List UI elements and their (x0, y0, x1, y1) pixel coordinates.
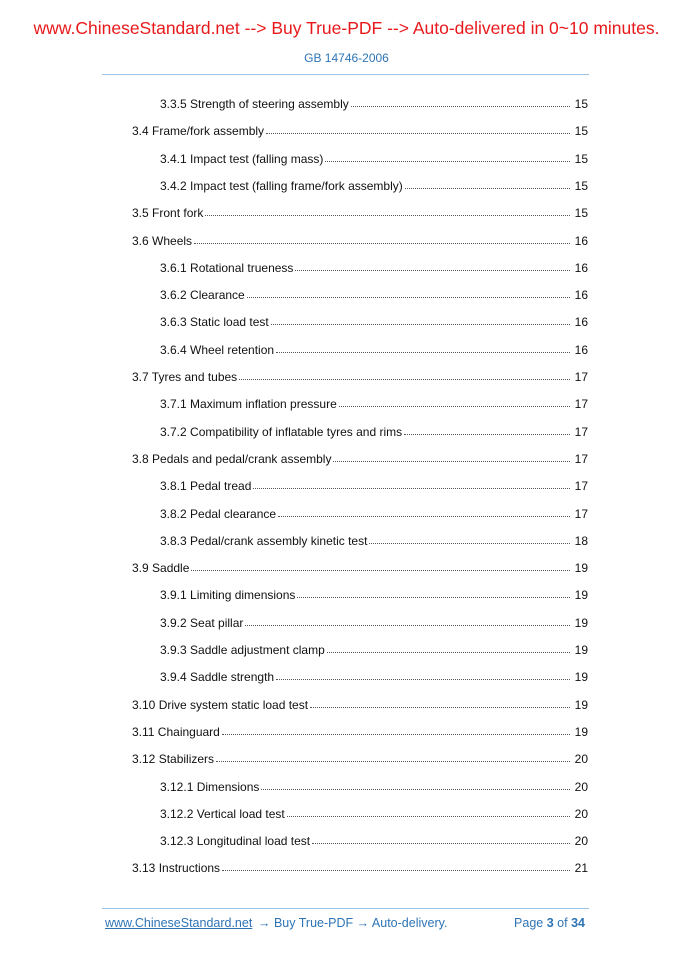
toc-entry[interactable] (132, 446, 588, 466)
toc-dot-leader (312, 843, 570, 844)
toc-entry[interactable] (160, 664, 588, 684)
toc-dot-leader (325, 161, 570, 162)
page-current: 3 (546, 916, 554, 930)
toc-dot-leader (191, 570, 570, 571)
toc-entry-page: 19 (574, 643, 588, 657)
toc-entry-page: 19 (574, 724, 588, 739)
toc-entry-title: 3.12.1 Dimensions (160, 779, 260, 794)
toc-entry-page: 16 (574, 288, 588, 303)
footer-site-link[interactable]: www.ChineseStandard.net (105, 916, 253, 930)
toc-entry[interactable] (132, 692, 588, 712)
footer-divider (102, 908, 589, 909)
toc-dot-leader (239, 379, 570, 380)
toc-entry-title: 3.7.2 Compatibility of inflatable tyres and rims (160, 424, 403, 439)
standard-code: GB 14746-2006 (304, 51, 389, 65)
toc-entry-page: 17 (574, 424, 588, 439)
toc-entry-page: 21 (574, 861, 588, 876)
toc-entry[interactable] (132, 200, 588, 220)
toc-entry[interactable] (160, 582, 588, 602)
toc-entry[interactable] (160, 173, 588, 193)
toc-entry-page: 17 (574, 451, 588, 466)
toc-dot-leader (216, 761, 570, 762)
toc-dot-leader (295, 270, 570, 271)
toc-entry[interactable] (160, 637, 588, 657)
toc-entry-page: 20 (574, 779, 588, 794)
toc-entry[interactable] (132, 228, 588, 248)
toc-dot-leader (194, 243, 570, 244)
toc-entry-title: 3.9.2 Seat pillar (160, 615, 244, 630)
toc-entry-page: 19 (574, 697, 588, 712)
toc-entry-page: 15 (574, 97, 588, 111)
toc-dot-leader (245, 625, 570, 626)
toc-entry-title: 3.8.1 Pedal tread (160, 479, 252, 494)
toc-dot-leader (276, 352, 570, 353)
toc-entry-title: 3.11 Chainguard (132, 724, 220, 739)
toc-entry-page: 19 (574, 561, 588, 576)
toc-entry[interactable] (160, 501, 588, 521)
toc-dot-leader (205, 215, 570, 216)
toc-dot-leader (287, 816, 570, 817)
toc-entry-page: 20 (574, 834, 588, 849)
toc-entry[interactable] (160, 828, 588, 848)
toc-dot-leader (266, 133, 570, 134)
toc-entry-page: 16 (574, 342, 588, 357)
toc-entry-page: 16 (574, 260, 588, 275)
toc-entry-title: 3.7.1 Maximum inflation pressure (160, 397, 337, 412)
toc-dot-leader (339, 406, 570, 407)
toc-dot-leader (333, 461, 570, 462)
toc-entry[interactable] (160, 528, 588, 548)
toc-entry-title: 3.9 Saddle (132, 561, 190, 576)
toc-entry[interactable] (132, 746, 588, 766)
toc-entry[interactable] (160, 91, 588, 111)
toc-entry-page: 18 (574, 533, 588, 548)
page-of: of (557, 916, 568, 930)
toc-entry-title: 3.6.1 Rotational trueness (160, 260, 294, 275)
toc-entry-title: 3.4.1 Impact test (falling mass) (160, 151, 324, 166)
toc-entry-title: 3.6.2 Clearance (160, 288, 245, 303)
toc-entry[interactable] (160, 146, 588, 166)
toc-entry-title: 3.10 Drive system static load test (132, 697, 309, 712)
toc-entry[interactable] (160, 610, 588, 630)
toc-entry[interactable] (160, 391, 588, 411)
toc-dot-leader (222, 870, 570, 871)
toc-entry[interactable] (132, 719, 588, 739)
toc-dot-leader (222, 734, 570, 735)
toc-entry[interactable] (132, 555, 588, 575)
toc-entry[interactable] (160, 419, 588, 439)
toc-dot-leader (276, 679, 570, 680)
toc-dot-leader (404, 434, 570, 435)
toc-entry-title: 3.9.3 Saddle adjustment clamp (160, 643, 325, 657)
toc-entry-page: 16 (574, 233, 588, 248)
toc-dot-leader (253, 488, 570, 489)
toc-entry-title: 3.4 Frame/fork assembly (132, 124, 265, 139)
toc-dot-leader (247, 297, 570, 298)
toc-dot-leader (327, 652, 570, 653)
toc-entry-page: 15 (574, 206, 588, 221)
toc-entry[interactable] (160, 473, 588, 493)
toc-entry-title: 3.12.3 Longitudinal load test (160, 834, 311, 849)
toc-entry-title: 3.9.1 Limiting dimensions (160, 588, 296, 603)
page-number (514, 916, 585, 930)
toc-entry-page: 16 (574, 315, 588, 330)
toc-dot-leader (278, 516, 570, 517)
toc-entry-page: 17 (574, 506, 588, 521)
toc-entry-title: 3.8.3 Pedal/crank assembly kinetic test (160, 533, 368, 548)
top-banner[interactable]: www.ChineseStandard.net --> Buy True-PDF --> Auto-delivered in 0~10 minutes. (33, 18, 660, 38)
toc-entry-page: 15 (574, 178, 588, 193)
toc-entry[interactable] (160, 801, 588, 821)
toc-entry-title: 3.13 Instructions (132, 861, 221, 876)
toc-entry[interactable] (160, 282, 588, 302)
toc-entry-page: 20 (574, 752, 588, 767)
toc-dot-leader (261, 789, 570, 790)
toc-entry-title: 3.6.4 Wheel retention (160, 342, 275, 357)
toc-entry-page: 17 (574, 479, 588, 494)
page-word: Page (514, 916, 544, 930)
toc-entry-page: 19 (574, 588, 588, 603)
toc-dot-leader (369, 543, 570, 544)
header-divider (102, 74, 589, 75)
toc-entry-title: 3.6 Wheels (132, 233, 193, 248)
toc-entry-title: 3.12 Stabilizers (132, 752, 215, 767)
toc-entry-title: 3.7 Tyres and tubes (132, 370, 238, 384)
toc-entry-title: 3.8 Pedals and pedal/crank assembly (132, 451, 332, 466)
toc-entry-page: 17 (574, 397, 588, 412)
toc-entry[interactable] (132, 364, 588, 384)
toc-dot-leader (310, 707, 570, 708)
toc-entry[interactable] (160, 255, 588, 275)
toc-entry[interactable] (132, 118, 588, 138)
toc-entry-page: 19 (574, 615, 588, 630)
toc-entry-page: 20 (574, 806, 588, 821)
footer-tagline: → Buy True-PDF → Auto-delivery. (258, 916, 448, 930)
toc-dot-leader (297, 597, 570, 598)
toc-entry-title: 3.6.3 Static load test (160, 315, 269, 330)
toc-dot-leader (405, 188, 570, 189)
toc-entry[interactable] (132, 855, 588, 875)
toc-dot-leader (351, 106, 570, 107)
toc-entry-title: 3.9.4 Saddle strength (160, 670, 275, 685)
page-total: 34 (571, 916, 585, 930)
toc-entry-title: 3.12.2 Vertical load test (160, 806, 285, 821)
toc-entry-page: 15 (574, 124, 588, 139)
toc-entry-page: 19 (574, 670, 588, 685)
toc-entry-page: 15 (574, 151, 588, 166)
toc-entry-title: 3.8.2 Pedal clearance (160, 506, 277, 521)
toc-entry-title: 3.3.5 Strength of steering assembly (160, 97, 349, 111)
toc-entry[interactable] (160, 309, 588, 329)
toc-entry-title: 3.4.2 Impact test (falling frame/fork assembly) (160, 178, 403, 193)
toc-entry[interactable] (160, 774, 588, 794)
toc-dot-leader (271, 324, 570, 325)
toc-entry-page: 17 (574, 370, 588, 384)
toc-entry-title: 3.5 Front fork (132, 206, 204, 221)
toc-entry[interactable] (160, 337, 588, 357)
